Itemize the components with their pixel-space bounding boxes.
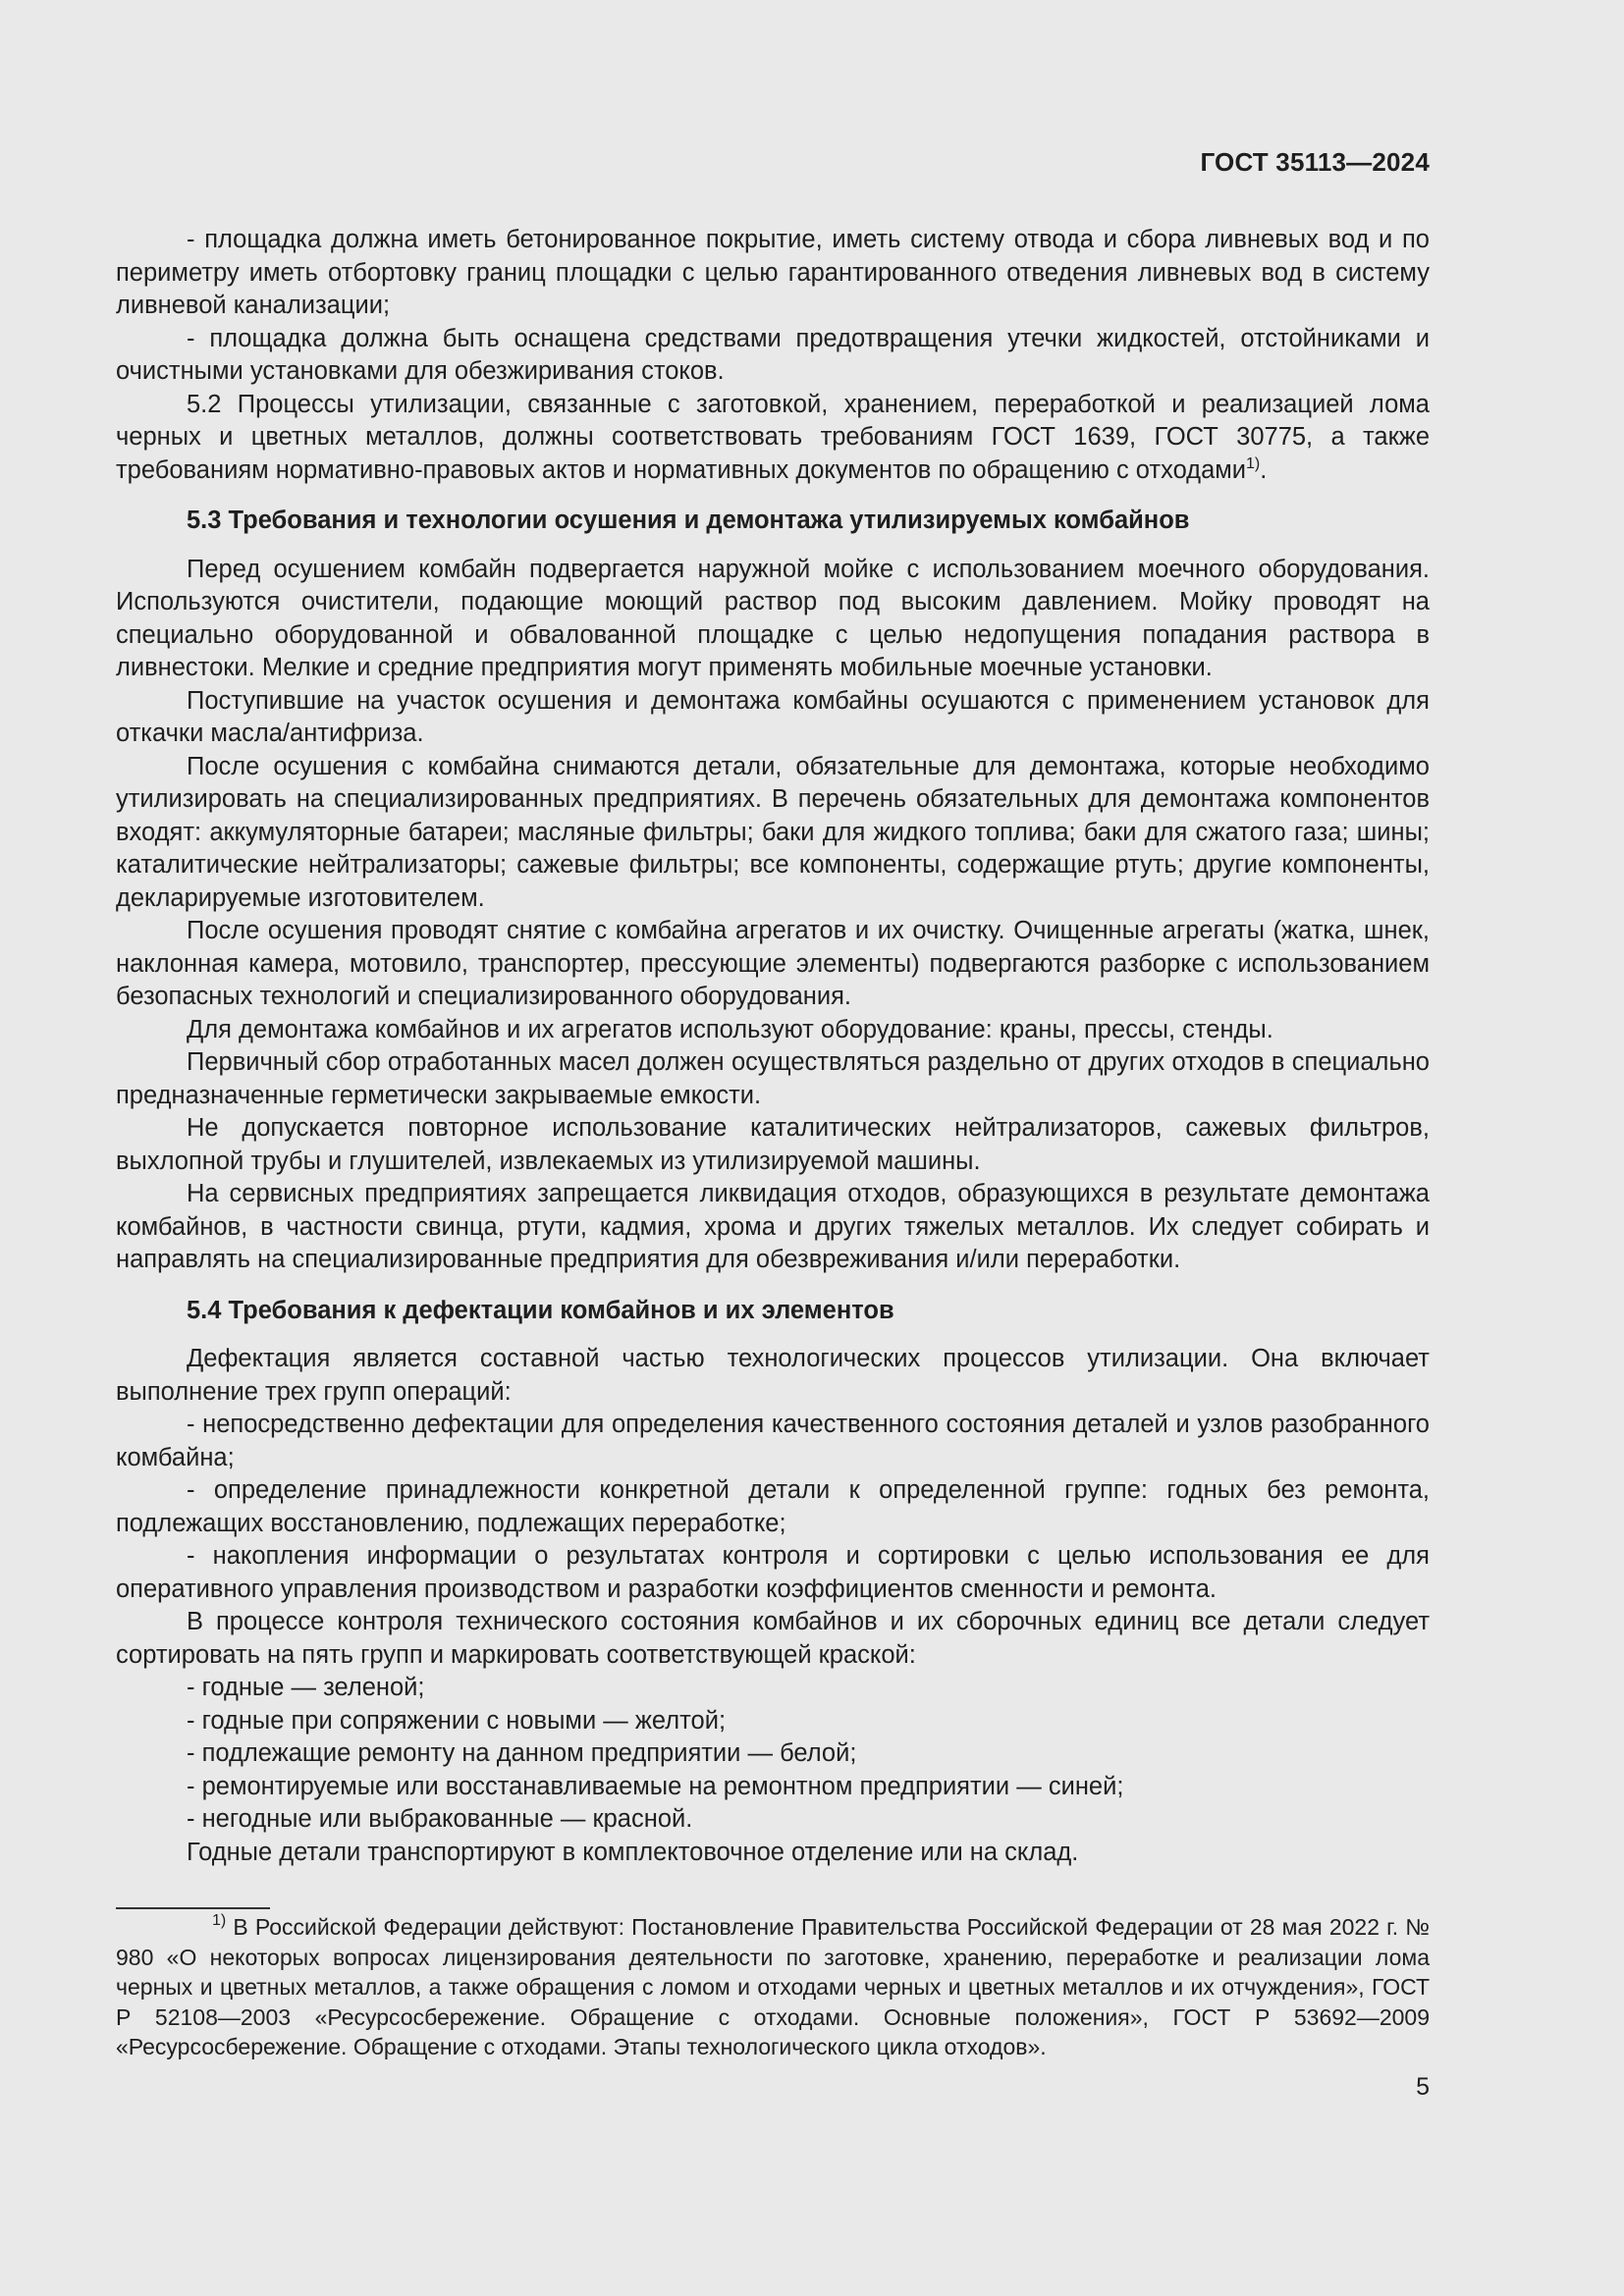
document-body <box>116 224 1430 1869</box>
paragraph: На сервисных предприятиях запрещается ликвидация отходов, образующихся в результате демонтажа комбайнов, в частности свинца, ртути, кадмия, хрома и других тяжелых металлов. Их следует собирать и направлять на специализированные предприятия для обезвреживания и/или переработки. <box>116 1180 1430 1273</box>
paragraph: Первичный сбор отработанных масел должен осуществляться раздельно от других отходов в специально предназначенные герметически закрываемые емкости. <box>116 1048 1430 1109</box>
bullet-paragraph: - определение принадлежности конкретной детали к определенной группе: годных без ремонта, подлежащих восстановлению, подлежащих переработке; <box>116 1476 1430 1537</box>
footnote-text: В Российской Федерации действуют: Постановление Правительства Российской Федерации от 28 мая 2022 г. № 980 «О некоторых вопросах лицензирования деятельности по заготовке, хранению, переработке и реализации лома черных и цветных металлов, а также обращения с ломом и отходами черных и цветных металлов и их отчуждения», ГОСТ Р 52108—2003 «Ресурсосбережение. Обращение с отходами. Основные положения», ГОСТ Р 53692—2009 «Ресурсосбережение. Обращение с отходами. Этапы технологического цикла отходов». <box>116 1914 1430 2059</box>
paragraph: В процессе контроля технического состояния комбайнов и их сборочных единиц все детали следует сортировать на пять групп и маркировать соответствующей краской: <box>116 1608 1430 1669</box>
bullet-paragraph: - площадка должна быть оснащена средствами предотвращения утечки жидкостей, отстойниками и очистными установками для обезжиривания стоков. <box>116 324 1430 385</box>
paragraph: Для демонтажа комбайнов и их агрегатов используют оборудование: краны, прессы, стенды. <box>187 1015 1273 1043</box>
section-heading-5-3: 5.3 Требования и технологии осушения и демонтажа утилизируемых комбайнов <box>187 507 1190 534</box>
paragraph: Поступившие на участок осушения и демонтажа комбайны осушаются с применением установок для откачки масла/антифриза. <box>116 686 1430 747</box>
bullet-paragraph: - непосредственно дефектации для определения качественного состояния деталей и узлов разобранного комбайна; <box>116 1411 1430 1471</box>
paragraph: После осушения проводят снятие с комбайна агрегатов и их очистку. Очищенные агрегаты (жатка, шнек, наклонная камера, мотовило, транспортер, прессующие элементы) подвергаются разборке с использованием безопасных технологий и специализированного оборудования. <box>116 917 1430 1010</box>
list-item: - годные при сопряжении с новыми — желтой; <box>187 1706 727 1735</box>
list-item: - ремонтируемые или восстанавливаемые на ремонтном предприятии — синей; <box>187 1772 1124 1800</box>
document-code-header: ГОСТ 35113—2024 <box>1200 147 1430 177</box>
list-item: - подлежащие ремонту на данном предприятии — белой; <box>187 1739 857 1767</box>
paragraph: Годные детали транспортируют в комплектовочное отделение или на склад. <box>187 1838 1079 1866</box>
bullet-paragraph: - площадка должна иметь бетонированное покрытие, иметь систему отвода и сбора ливневых вод и по периметру иметь отбортовку границ площадки с целью гарантированного отведения ливневых вод в систему ливневой канализации; <box>116 226 1430 319</box>
footnote-marker: 1) <box>212 1912 227 1929</box>
paragraph: После осушения с комбайна снимаются детали, обязательные для демонтажа, которые необходимо утилизировать на специализированных предприятиях. В перечень обязательных для демонтажа компонентов входят: аккумуляторные батареи; масляные фильтры; баки для жидкого топлива; баки для сжатого газа; шины; каталитические нейтрализаторы; сажевые фильтры; все компоненты, содержащие ртуть; другие компоненты, декларируемые изготовителем. <box>116 752 1430 912</box>
paragraph: Дефектация является составной частью технологических процессов утилизации. Она включает выполнение трех групп операций: <box>116 1345 1430 1406</box>
clause-5-2: 5.2 Процессы утилизации, связанные с заготовкой, хранением, переработкой и реализацией лома черных и цветных металлов, должны соответствовать требованиям ГОСТ 1639, ГОСТ 30775, а также требованиям нормативно-правовых актов и нормативных документов по обращению с отходами$^{1)}$. <box>116 390 1430 484</box>
bullet-paragraph: - накопления информации о результатах контроля и сортировки с целью использования ее для оперативного управления производством и разработки коэффициентов сменности и ремонта. <box>116 1542 1430 1603</box>
section-heading-5-4: 5.4 Требования к дефектации комбайнов и их элементов <box>187 1296 894 1324</box>
footnote <box>116 1912 1430 2062</box>
list-item: - негодные или выбракованные — красной. <box>187 1805 693 1833</box>
footnote-divider <box>116 1907 270 1909</box>
paragraph: Не допускается повторное использование каталитических нейтрализаторов, сажевых фильтров, выхлопной трубы и глушителей, извлекаемых из утилизируемой машины. <box>116 1114 1430 1175</box>
footnote-reference[interactable]: 1) <box>1246 454 1261 472</box>
list-item: - годные — зеленой; <box>187 1674 425 1701</box>
page-number: 5 <box>1416 2073 1430 2101</box>
paragraph: Перед осушением комбайн подвергается наружной мойке с использованием моечного оборудования. Используются очистители, подающие моющий раствор под высоким давлением. Мойку проводят на специально оборудованной и обвалованной площадке с целью недопущения попадания раствора в ливнестоки. Мелкие и средние предприятия могут применять мобильные моечные установки. <box>116 555 1430 681</box>
